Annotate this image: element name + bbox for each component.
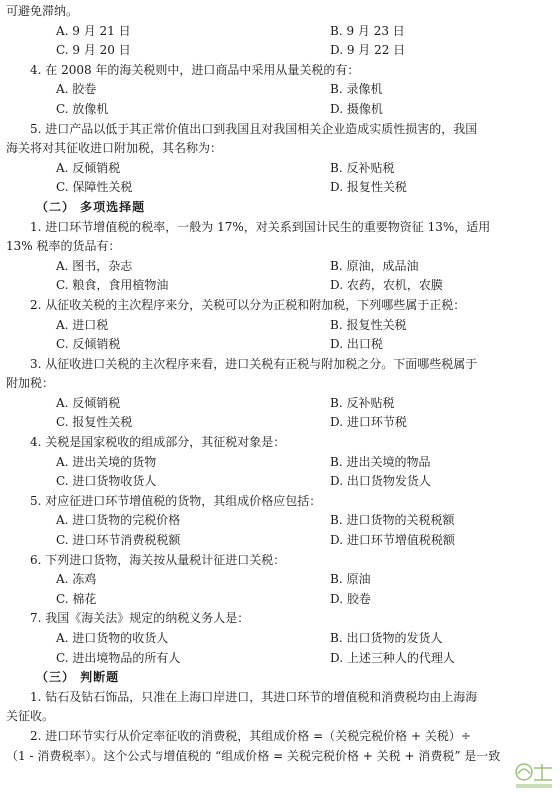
question-text: 2. 进口环节实行从价定率征收的消费税，其组成价格 =（关税完税价格 + 关税）÷ [30,728,471,743]
option-right: D. 进口环节税 [330,415,407,430]
option-left: A. 图书，杂志 [56,258,133,273]
option-row [0,159,560,179]
option-right: D. 出口货物发货人 [330,474,431,489]
option-left: A. 进口货物的收货人 [56,631,169,645]
option-right: B. 反补贴税 [330,160,395,175]
option-right: B. 出口货物的发货人 [330,631,443,645]
question-text: 1. 进口环节增值税的税率，一般为 17%，对关系到国计民生的重要物资征 13%，适用 [30,219,491,234]
question-text: 4. 关税是国家税收的组成部分，其征税对象是： [30,435,286,450]
question-list [0,2,560,766]
section-heading: （三） 判断题 [36,670,120,685]
question-text: 4. 在 2008 年的海关税则中，进口商品中采用从量关税的有： [30,62,360,77]
option-left: C. 进出境物品的所有人 [56,650,181,665]
option-row [0,511,560,531]
option-row [0,276,560,296]
question-text: 3. 从征收进口关税的主次程序来看，进口关税有正税与附加税之分。下面哪些税属于 [30,356,478,371]
option-left: C. 棉花 [56,591,97,606]
option-row [0,41,560,61]
option-left: A. 反倾销税 [56,160,121,175]
option-row [0,590,560,610]
option-left: C. 报复性关税 [56,415,133,430]
question-text: 6. 下列进口货物，海关按从量税计征进口关税： [30,552,286,567]
option-row [0,100,560,120]
option-row [0,472,560,492]
continuation-text: 可避免滞纳。 [6,4,79,18]
option-right: D. 农药，农机，农膜 [330,278,443,293]
option-row [0,394,560,414]
continuation-text: （1 - 消费税率）。这个公式与增值税的 “组成价格 = 关税完税价格 + 关税 + 消费税” 是一致 [6,748,501,763]
option-row [0,335,560,355]
option-right: B. 录像机 [330,82,383,97]
option-row [0,453,560,473]
option-row [0,178,560,198]
option-right: B. 报复性关税 [330,317,407,332]
option-left: C. 反倾销税 [56,337,121,352]
option-right: B. 进出关境的物品 [330,454,431,469]
option-right: B. 9 月 23 日 [330,23,405,38]
option-left: C. 保障性关税 [56,180,133,195]
option-right: D. 胶卷 [330,591,371,606]
question-text: 7. 我国《海关法》规定的纳税义务人是： [30,611,250,626]
option-left: A. 进口税 [56,317,109,332]
option-right: D. 上述三种人的代理人 [330,650,455,665]
option-right: B. 原油，成品油 [330,258,419,273]
continuation-text: 海关将对其征收进口附加税，其名称为： [6,141,223,156]
option-right: B. 原油 [330,572,371,587]
continuation-text: 附加税： [6,376,55,391]
option-left: C. 粮食，食用植物油 [56,278,169,293]
option-left: A. 进出关境的货物 [56,454,157,469]
option-right: D. 9 月 22 日 [330,43,406,58]
option-row [0,22,560,42]
option-left: C. 进口环节消费税税额 [56,533,181,548]
continuation-text: 关征收。 [6,709,55,724]
question-text: 1. 钻石及钻石饰品，只准在上海口岸进口，其进口环节的增值税和消费税均由上海海 [30,689,478,704]
option-right: D. 出口税 [330,337,383,352]
section-heading: （二） 多项选择题 [36,199,146,214]
option-right: B. 反补贴税 [330,395,395,410]
option-right: D. 进口环节增值税税额 [330,533,455,548]
continuation-text: 13% 税率的货品有： [6,239,121,254]
option-row [0,629,560,649]
option-row [0,316,560,336]
option-left: A. 冻鸡 [56,572,97,587]
option-right: B. 进口货物的关税税额 [330,513,455,528]
option-row [0,649,560,669]
option-left: A. 进口货物的完税价格 [56,513,181,528]
question-text: 5. 对应征进口环节增值税的货物，其组成价格应包括： [30,493,322,508]
option-row [0,80,560,100]
option-row [0,570,560,590]
option-left: C. 放像机 [56,101,109,116]
option-left: A. 胶卷 [56,82,97,97]
option-right: D. 摄像机 [330,101,383,116]
option-left: C. 9 月 20 日 [56,43,131,58]
option-left: A. 反倾销税 [56,395,121,410]
question-text: 5. 进口产品以低于其正常价值出口到我国且对我国相关企业造成实质性损害的，我国 [30,121,478,136]
option-row [0,413,560,433]
option-left: C. 进口货物收货人 [56,474,157,489]
question-text: 2. 从征收关税的主次程序来分，关税可以分为正税和附加税，下列哪些属于正税： [30,297,466,312]
option-right: D. 报复性关税 [330,180,407,195]
option-row [0,257,560,277]
option-row [0,531,560,551]
option-left: A. 9 月 21 日 [56,23,131,38]
watermark-logo [512,760,556,790]
